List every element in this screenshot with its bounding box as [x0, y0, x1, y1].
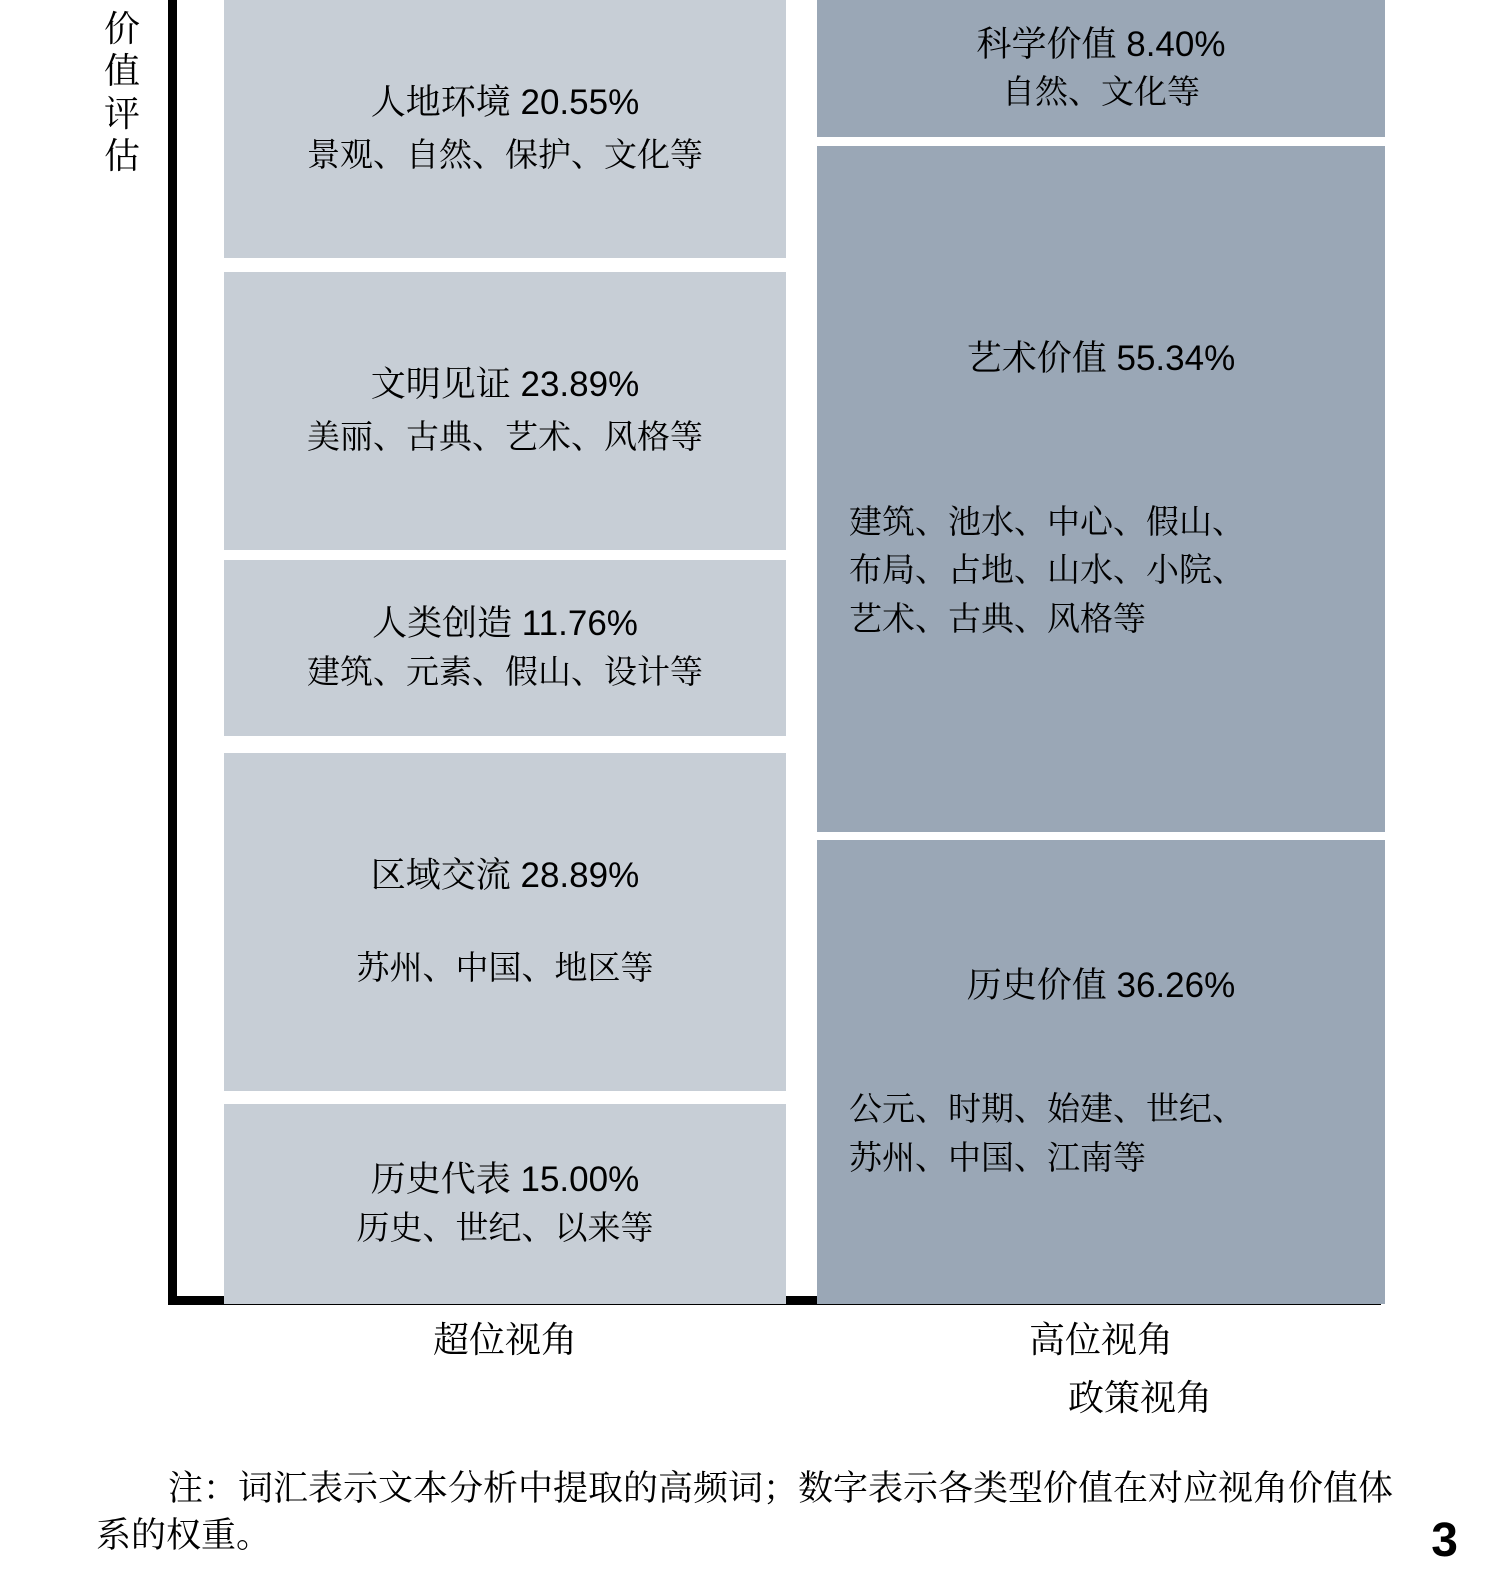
segment-keywords: 美丽、古典、艺术、风格等 — [307, 418, 703, 456]
segment-keywords: 苏州、中国、地区等 — [356, 949, 654, 987]
segment-ren-di-huan-jing — [224, 0, 786, 258]
figure-note-text: 注：词汇表示文本分析中提取的高频词；数字表示各类型价值在对应视角价值体系的权重。 — [96, 1469, 1394, 1556]
y-axis-label-char: 评 — [103, 92, 140, 134]
segment-title: 历史价值 36.26% — [966, 966, 1236, 1006]
segment-title: 历史代表 15.00% — [370, 1159, 640, 1199]
y-axis-line — [168, 0, 177, 1305]
segment-title: 人类创造 11.76% — [372, 603, 638, 643]
segment-keywords-line-2: 布局、占地、山水、小院、 — [849, 551, 1245, 589]
x-axis-title: 政策视角 — [1067, 1377, 1212, 1418]
x-axis-category-high: 高位视角 — [1028, 1319, 1173, 1360]
segment-keywords: 景观、自然、保护、文化等 — [307, 136, 703, 174]
page-number: 3 — [1431, 1514, 1458, 1567]
segment-qu-yu-jiao-liu — [224, 753, 786, 1091]
y-axis-label-char: 价 — [103, 8, 140, 49]
segment-title: 人地环境 20.55% — [370, 82, 640, 122]
segment-title: 科学价值 8.40% — [976, 25, 1226, 65]
segment-ren-lei-chuang-zao — [224, 560, 786, 736]
segment-li-shi-jia-zhi — [817, 840, 1385, 1304]
segment-keywords-line-2: 苏州、中国、江南等 — [849, 1138, 1146, 1176]
segment-li-shi-dai-biao — [224, 1104, 786, 1304]
segment-keywords: 自然、文化等 — [1002, 72, 1200, 110]
figure-note — [96, 1465, 1416, 1560]
segment-title: 艺术价值 55.34% — [966, 338, 1236, 378]
segment-keywords: 建筑、元素、假山、设计等 — [307, 653, 703, 691]
y-axis-label-char: 值 — [103, 50, 140, 92]
segment-keywords-line-1: 建筑、池水、中心、假山、 — [849, 502, 1245, 540]
segment-keywords-line-3: 艺术、古典、风格等 — [849, 600, 1146, 638]
segment-wen-ming-jian-zheng — [224, 272, 786, 550]
x-axis-category-super: 超位视角 — [432, 1319, 577, 1360]
segment-yi-shu-jia-zhi — [817, 146, 1385, 832]
segment-keywords-line-1: 公元、时期、始建、世纪、 — [849, 1089, 1245, 1127]
segment-ke-xue-jia-zhi — [817, 0, 1385, 137]
segment-keywords: 历史、世纪、以来等 — [356, 1209, 654, 1247]
segment-title: 区域交流 28.89% — [370, 855, 640, 895]
y-axis-label — [92, 8, 152, 178]
segment-title: 文明见证 23.89% — [370, 364, 640, 404]
y-axis-label-char: 估 — [103, 135, 140, 177]
